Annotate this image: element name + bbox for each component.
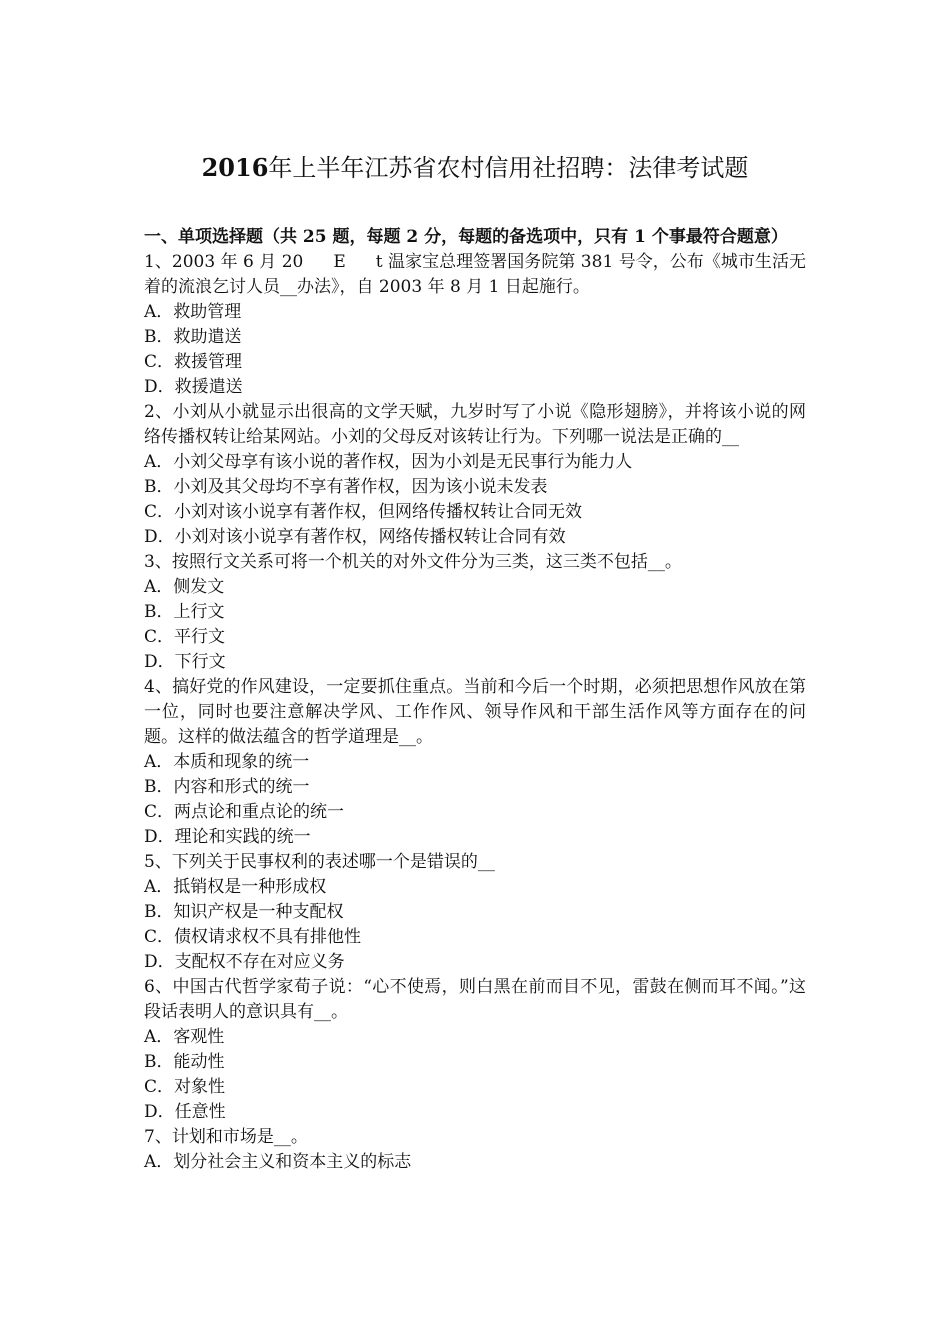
question-5-option-a: A．抵销权是一种形成权 [144, 877, 327, 897]
question-2-option-c: C．小刘对该小说享有著作权，但网络传播权转让合同无效 [144, 502, 583, 522]
question-6-option-c: C．对象性 [144, 1077, 226, 1097]
question-6 [144, 975, 806, 1125]
question-4-option-d: D．理论和实践的统一 [144, 827, 311, 847]
question-3-option-c: C．平行文 [144, 627, 226, 647]
question-1-option-a: A．救助管理 [144, 302, 242, 322]
question-1-text-part-1: 1、2003 年 6 月 20 [144, 252, 304, 272]
question-1-text-part-2: E [333, 252, 346, 272]
question-1-option-d: D．救援遣送 [144, 377, 243, 397]
question-3-text: 3、按照行文关系可将一个机关的对外文件分为三类，这三类不包括__。 [144, 552, 682, 572]
question-5-option-d: D．支配权不存在对应义务 [144, 952, 345, 972]
question-4-option-b: B．内容和形式的统一 [144, 777, 310, 797]
question-1-option-b: B．救助遣送 [144, 327, 242, 347]
question-3-option-d: D．下行文 [144, 652, 226, 672]
question-5-text: 5、下列关于民事权利的表述哪一个是错误的__ [144, 852, 495, 872]
question-6-text: 6、中国古代哲学家荀子说：“心不使焉，则白黑在前而目不见，雷鼓在侧而耳不闻。”这段话表明人的意识具有__。 [144, 977, 806, 1022]
question-7-text: 7、计划和市场是__。 [144, 1127, 308, 1147]
question-7 [144, 1125, 806, 1175]
question-1-text-part-3: t 温家宝总理签署国务院第 381 号令，公布《城市生活无着的流浪乞讨人员__办法》，自 2003 年 8 月 1 日起施行。 [144, 252, 806, 297]
question-2-option-b: B．小刘及其父母均不享有著作权，因为该小说未发表 [144, 477, 548, 497]
question-3 [144, 550, 806, 675]
question-4-option-c: C．两点论和重点论的统一 [144, 802, 345, 822]
question-7-option-a: A．划分社会主义和资本主义的标志 [144, 1152, 412, 1172]
question-6-option-b: B．能动性 [144, 1052, 225, 1072]
question-6-option-a: A．客观性 [144, 1027, 225, 1047]
question-3-option-b: B．上行文 [144, 602, 225, 622]
question-1-option-c: C．救援管理 [144, 352, 243, 372]
question-2 [144, 400, 806, 550]
question-4-option-a: A．本质和现象的统一 [144, 752, 310, 772]
question-4 [144, 675, 806, 850]
title-year: 2016 [201, 153, 269, 182]
section-heading: 一、单项选择题（共 25 题，每题 2 分，每题的备选项中，只有 1 个事最符合题意） [144, 227, 788, 247]
question-3-option-a: A．侧发文 [144, 577, 225, 597]
question-5 [144, 850, 806, 975]
question-1-text [144, 250, 806, 300]
question-6-option-d: D．任意性 [144, 1102, 226, 1122]
question-2-option-a: A．小刘父母享有该小说的著作权，因为小刘是无民事行为能力人 [144, 452, 633, 472]
question-2-option-d: D．小刘对该小说享有著作权，网络传播权转让合同有效 [144, 527, 566, 547]
question-1 [144, 250, 806, 400]
question-4-text: 4、搞好党的作风建设，一定要抓住重点。当前和今后一个时期，必须把思想作风放在第一位，同时也要注意解决学风、工作作风、领导作风和干部生活作风等方面存在的问题。这样的做法蕴含的哲学道理是__。 [144, 677, 806, 747]
document-body [144, 225, 806, 1175]
question-5-option-c: C．债权请求权不具有排他性 [144, 927, 362, 947]
document-title [0, 150, 950, 186]
title-text: 年上半年江苏省农村信用社招聘：法律考试题 [268, 154, 749, 182]
question-5-option-b: B．知识产权是一种支配权 [144, 902, 344, 922]
question-2-text: 2、小刘从小就显示出很高的文学天赋，九岁时写了小说《隐形翅膀》，并将该小说的网络传播权转让给某网站。小刘的父母反对该转让行为。下列哪一说法是正确的__ [144, 402, 806, 447]
